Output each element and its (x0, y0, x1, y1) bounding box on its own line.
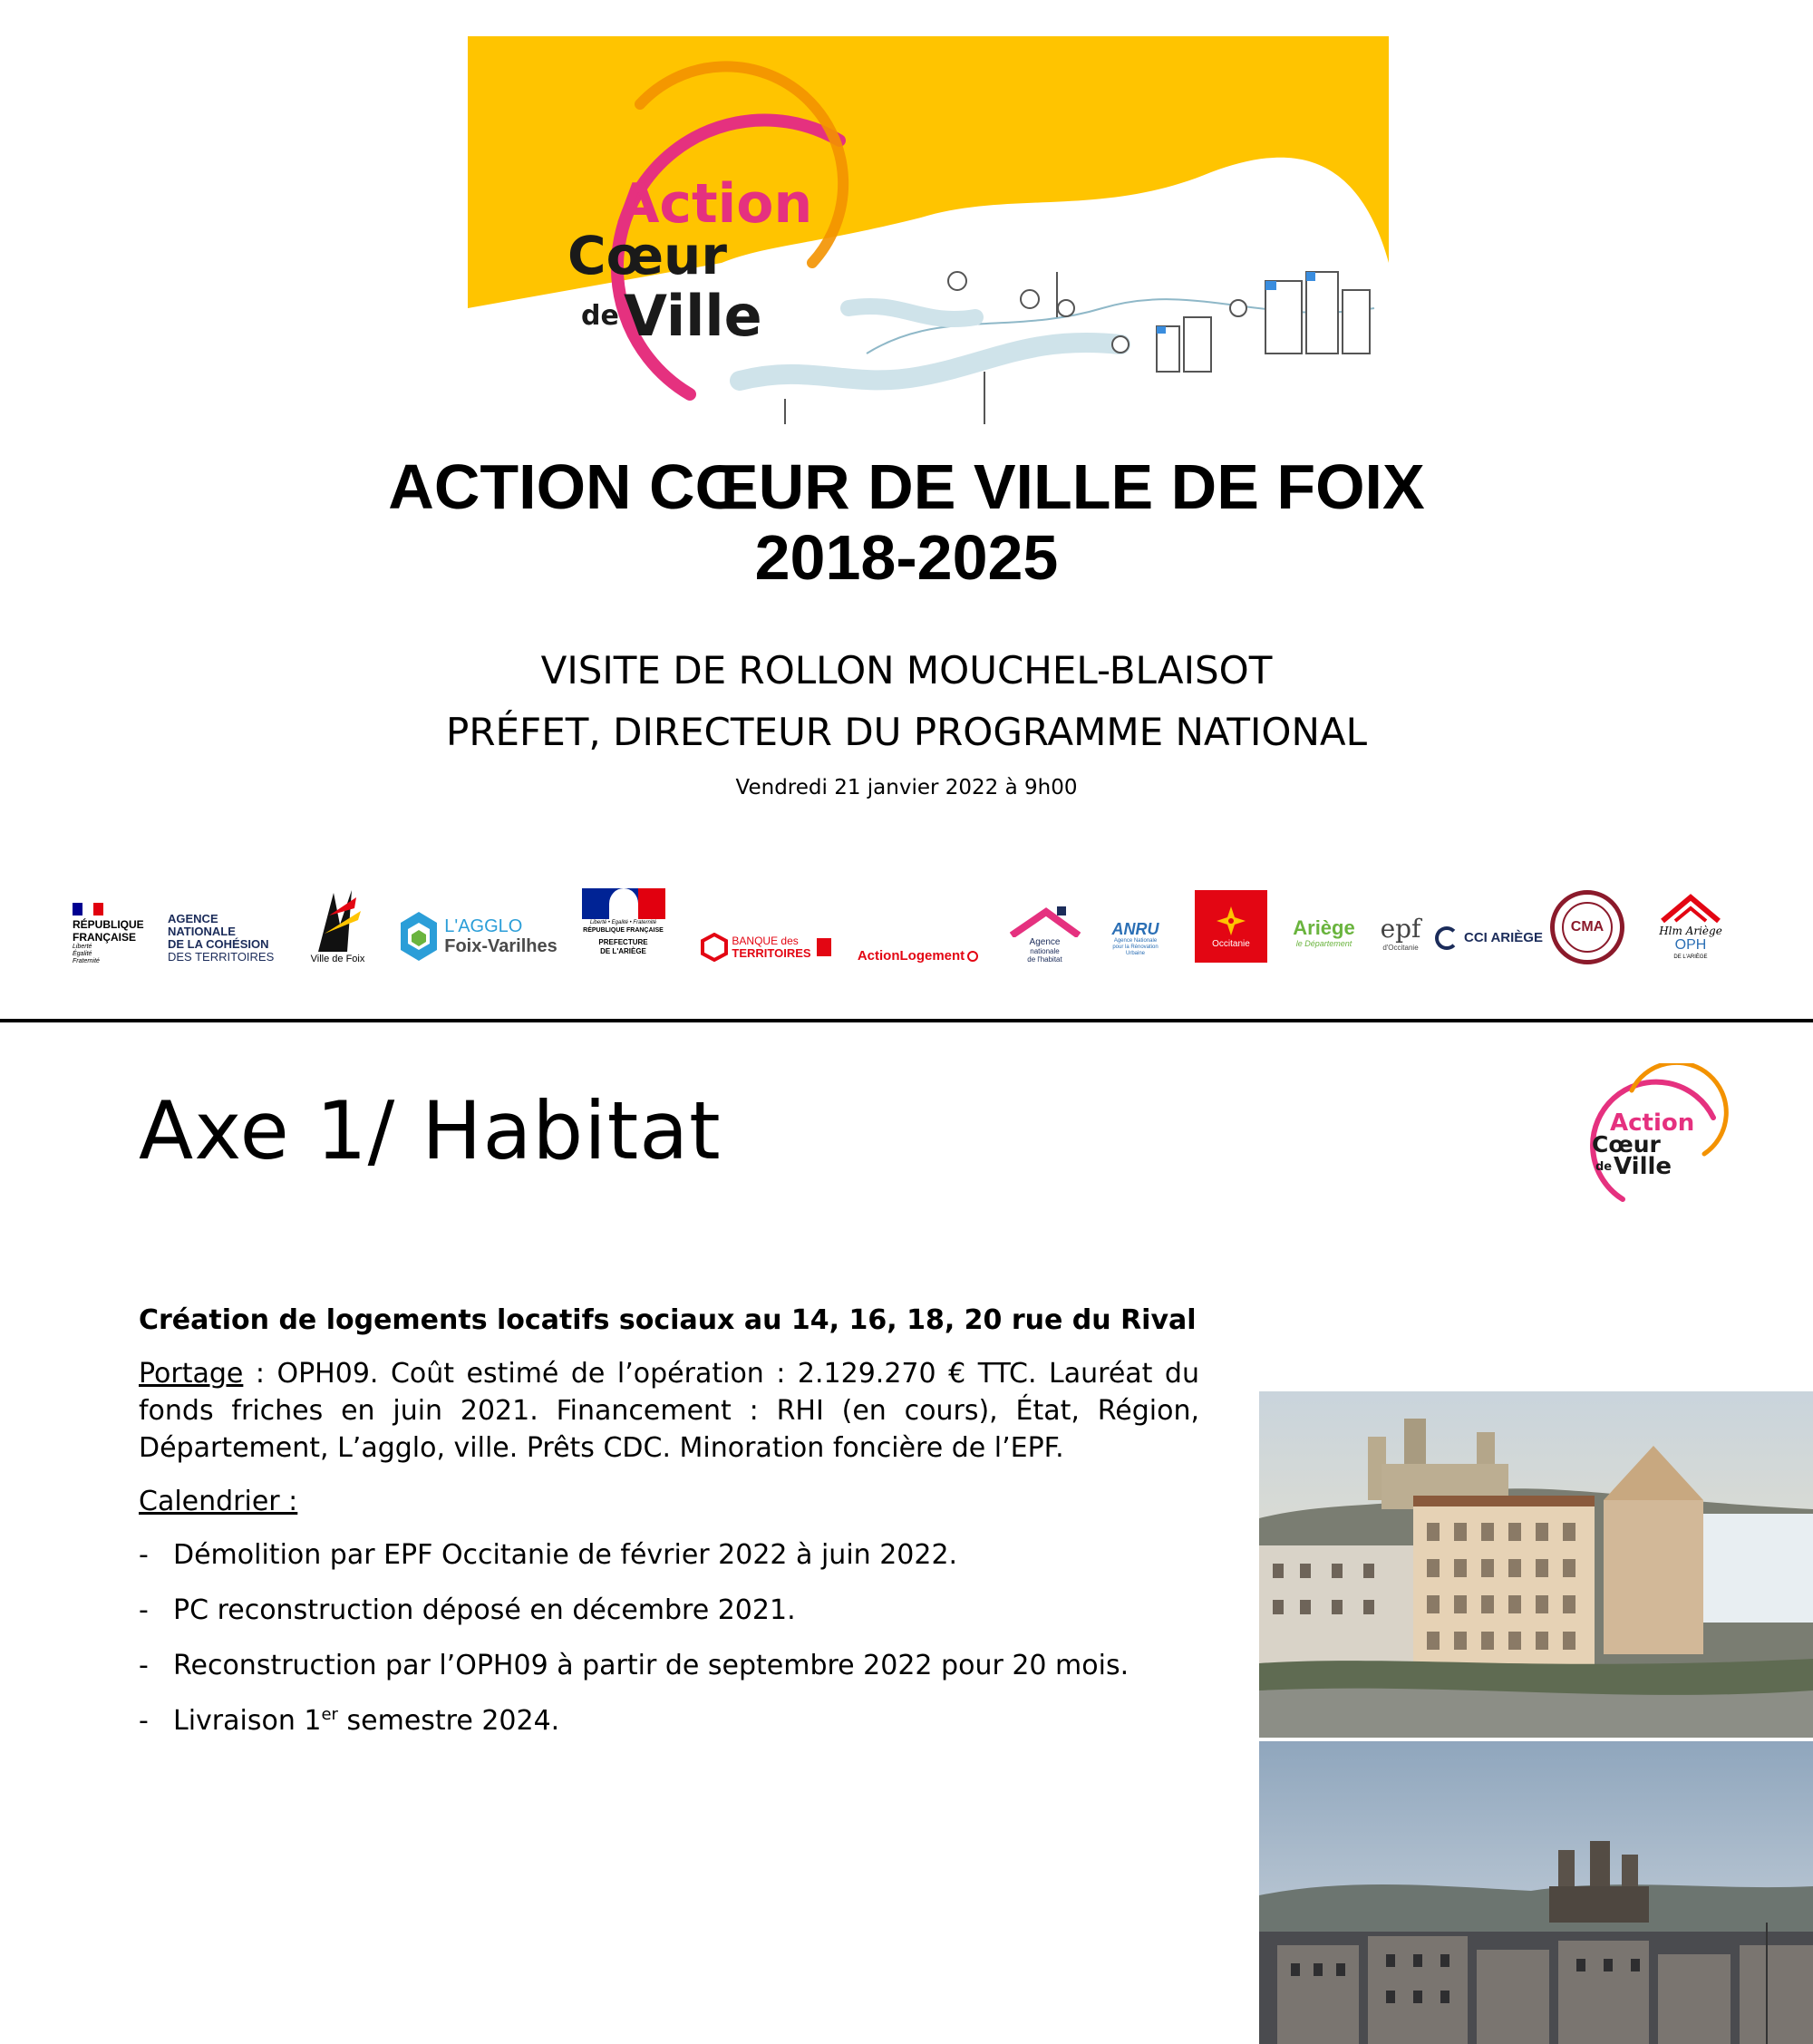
oph-label: OPH (1674, 936, 1707, 953)
prefecture-motto: Liberté • Égalité • Fraternité (589, 920, 657, 925)
marianne-icon (582, 888, 665, 919)
bdt-line2: TERRITOIRES (732, 945, 811, 960)
occitanie-label: Occitanie (1212, 939, 1250, 949)
slide-title-line1: ACTION CŒUR DE VILLE DE FOIX (388, 451, 1425, 522)
livraison-sup: er (321, 1705, 338, 1724)
logo-cci-ariege (1432, 920, 1546, 956)
banner-logo-action: Action (617, 172, 813, 236)
logo-region-occitanie (1195, 890, 1267, 963)
prefecture-line2: DE L'ARIÈGE (600, 947, 646, 955)
anah-line1: Agence (1029, 936, 1061, 947)
cdc-square-icon (817, 938, 831, 956)
anct-line4: DES TERRITOIRES (168, 950, 275, 964)
list-item (139, 1702, 1199, 1739)
oph-sub: DE L'ARIÈGE (1673, 954, 1708, 960)
bullet-dash: - (139, 1539, 149, 1571)
axe-title: Axe 1/ Habitat (139, 1084, 722, 1177)
logo-ariege-departement (1285, 908, 1362, 958)
livraison-suffix: semestre 2024. (337, 1705, 560, 1737)
logo-cma (1550, 890, 1624, 964)
rf-motto-3: Fraternité (73, 957, 100, 964)
anru-line2: pour la Rénovation (1112, 944, 1159, 950)
anct-line2: NATIONALE (168, 925, 236, 938)
small-logo-de: de (1595, 1160, 1613, 1174)
anct-line3: DE LA COHÉSION (168, 937, 269, 951)
logo-epf-occitanie (1373, 902, 1428, 965)
agglo-line2: Foix-Varilhes (444, 935, 557, 956)
ariege-sub: le Département (1295, 939, 1352, 948)
agglo-hexagon-icon (399, 910, 439, 963)
prefecture-rf: RÉPUBLIQUE FRANÇAISE (583, 927, 664, 934)
bdt-hexagon-icon (701, 933, 728, 962)
anah-line3: de l'habitat (1027, 954, 1062, 964)
oph-roof-icon (1659, 894, 1722, 925)
list-item (139, 1592, 1199, 1629)
list-item (139, 1647, 1199, 1684)
bullet-text: PC reconstruction déposé en décembre 2021. (173, 1594, 796, 1626)
habitat-content (139, 1302, 1199, 1758)
livraison-prefix: Livraison 1 (173, 1705, 322, 1737)
portage-paragraph (139, 1355, 1199, 1467)
prefecture-line1: PREFECTURE (598, 938, 648, 946)
subtitle-line2: PRÉFET, DIRECTEUR DU PROGRAMME NATIONAL (446, 710, 1367, 754)
anah-roof-icon (1010, 905, 1081, 937)
title-slide (0, 0, 1813, 1019)
epf-label: epf (1380, 914, 1421, 944)
epf-sub: d'Occitanie (1382, 944, 1419, 952)
logo-banque-des-territoires (689, 929, 843, 965)
bullet-dash: - (139, 1594, 149, 1626)
action-coeur-de-ville-logo (1568, 1063, 1731, 1208)
partner-logos-strip (63, 879, 1750, 979)
small-logo-action: Action (1610, 1109, 1695, 1137)
oph-script: Hlm Ariège (1659, 924, 1722, 937)
action-logement-label: ActionLogement (857, 948, 965, 964)
list-item (139, 1536, 1199, 1574)
foix-label: Ville de Foix (310, 954, 365, 964)
subtitle-line1: VISITE DE ROLLON MOUCHEL-BLAISOT (540, 648, 1273, 693)
project-heading: Création de logements locatifs sociaux au 14, 16, 18, 20 rue du Rival (139, 1304, 1197, 1336)
logo-anah (1006, 897, 1083, 970)
logo-ville-de-foix (304, 884, 372, 970)
logo-agglo-foix-varilhes (390, 906, 567, 965)
project-rendering-image (1259, 1391, 1813, 1738)
portage-text: : OPH09. Coût estimé de l’opération : 2.129.270 € TTC. Lauréat du fonds friches en juin 2021. Financement : RHI (en cours), État, Région, Département, L’agglo, ville. Prêts CDC. Minoration foncière de l’EPF. (139, 1358, 1199, 1464)
flag-icon (73, 903, 103, 915)
rf-line2: FRANÇAISE (73, 930, 137, 944)
bullet-text: Reconstruction par l’OPH09 à partir de septembre 2022 pour 20 mois. (173, 1650, 1129, 1681)
bullet-dash: - (139, 1650, 149, 1681)
logo-anru (1097, 911, 1174, 965)
anru-line3: Urbaine (1125, 950, 1145, 956)
portage-label: Portage (139, 1358, 244, 1390)
bullet-text (173, 1702, 559, 1739)
logo-oph-ariege (1641, 879, 1740, 974)
rf-line1: RÉPUBLIQUE (73, 917, 144, 931)
rf-motto-1: Liberté (73, 943, 92, 950)
logo-anct (168, 911, 281, 965)
habitat-slide (0, 1022, 1813, 2044)
logo-republique-francaise (73, 897, 150, 970)
cci-label: CCI ARIÈGE (1464, 930, 1543, 945)
small-logo-coeur: Cœur (1592, 1131, 1661, 1158)
anah-line2: nationale (1030, 946, 1060, 955)
logo-action-logement (852, 943, 984, 970)
foix-current-photo (1259, 1741, 1813, 2044)
rf-motto-2: Égalité (73, 950, 92, 957)
al-circle-icon (967, 951, 978, 962)
calendrier-label: Calendrier : (139, 1486, 298, 1517)
anru-line1: Agence Nationale (1113, 937, 1158, 944)
bdt-line1: BANQUE des (732, 934, 799, 947)
anru-label: ANRU (1111, 919, 1159, 938)
cci-c-icon (1435, 926, 1459, 950)
bullet-text: Démolition par EPF Occitanie de février 2022 à juin 2022. (173, 1539, 958, 1571)
banner-logo-de: de (581, 300, 619, 332)
action-coeur-de-ville-banner (468, 36, 1389, 424)
cma-label: CMA (1570, 919, 1605, 935)
bullet-dash: - (139, 1705, 149, 1737)
anct-line1: AGENCE (168, 912, 218, 925)
foix-emblem-icon (311, 888, 365, 954)
event-date: Vendredi 21 janvier 2022 à 9h00 (735, 776, 1078, 799)
slide-title-line2: 2018-2025 (754, 522, 1059, 593)
logo-prefecture-ariege (580, 879, 666, 965)
banner-logo-coeur: Cœur (567, 225, 727, 286)
banner-logo-ville: Ville (624, 283, 762, 349)
agglo-line1: L'AGGLO (444, 915, 523, 936)
ariege-label: Ariège (1293, 916, 1355, 939)
small-logo-ville: Ville (1614, 1153, 1672, 1180)
occitan-cross-icon (1213, 903, 1249, 939)
